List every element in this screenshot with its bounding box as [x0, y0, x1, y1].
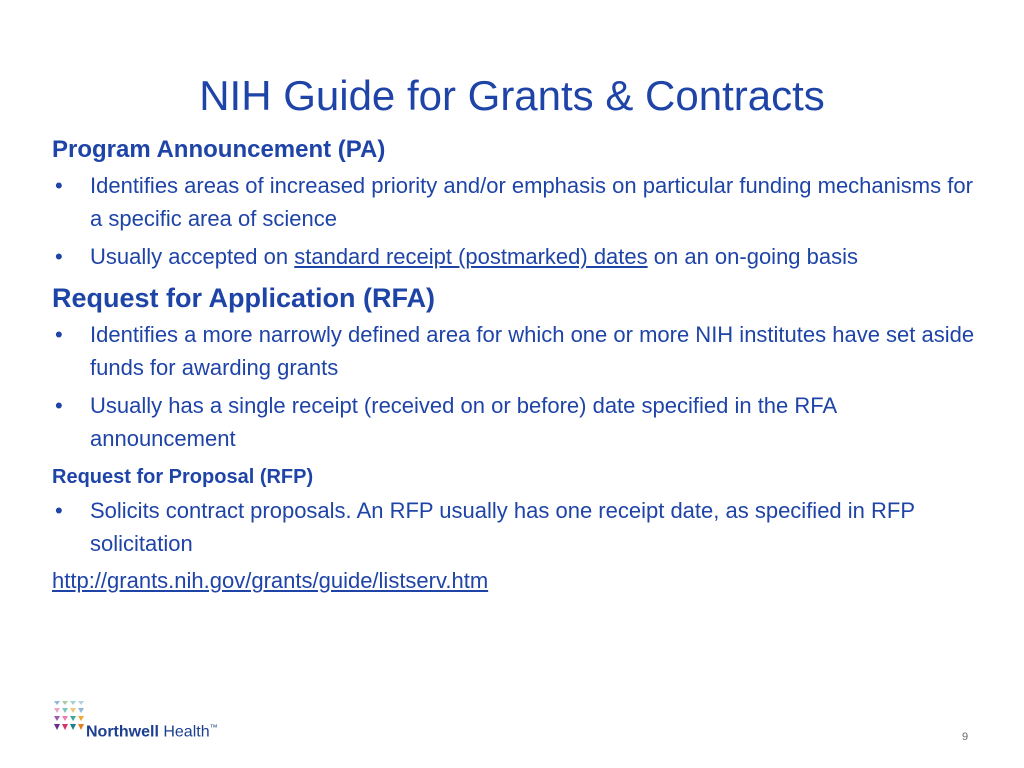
- logo-trademark: ™: [209, 723, 218, 732]
- listserv-link[interactable]: http://grants.nih.gov/grants/guide/listserv.htm: [52, 568, 489, 593]
- bullet-icon: •: [55, 244, 63, 269]
- rfp-bullet-1: [52, 494, 982, 560]
- rfa-heading: Request for Application (RFA): [52, 283, 435, 313]
- slide-title: NIH Guide for Grants & Contracts: [199, 72, 825, 119]
- pa-bullet-2-text-after: on an on-going basis: [647, 244, 859, 269]
- bullet-icon: •: [55, 498, 63, 523]
- pa-bullet-1-text: Identifies areas of increased priority and/or emphasis on particular funding mechanisms for a specific area of science: [90, 173, 973, 231]
- logo-brand-bold: Northwell: [86, 723, 159, 741]
- rfa-bullet-1: [52, 318, 982, 384]
- page-number: 9: [962, 731, 969, 743]
- rfp-bullet-1-text: Solicits contract proposals. An RFP usually has one receipt date, as specified in RFP solicitation: [90, 498, 915, 556]
- slide-content: [52, 131, 982, 598]
- rfp-heading: Request for Proposal (RFP): [52, 466, 314, 488]
- bullet-icon: •: [55, 393, 63, 418]
- pa-bullet-list: [52, 169, 982, 273]
- pa-bullet-1: [52, 169, 982, 235]
- northwell-health-logo: [52, 699, 252, 743]
- logo-brand-light: Health: [158, 723, 210, 741]
- bullet-icon: •: [55, 173, 63, 198]
- rfa-bullet-2-text: Usually has a single receipt (received on or before) date specified in the RFA announcement: [90, 393, 836, 451]
- rfa-bullet-list: [52, 318, 982, 455]
- pa-heading: Program Announcement (PA): [52, 136, 386, 163]
- pa-bullet-2-text-before: Usually accepted on: [90, 244, 295, 269]
- rfp-bullet-list: [52, 494, 982, 560]
- pa-bullet-2-underlined-text: standard receipt (postmarked) dates: [294, 244, 648, 269]
- logo-wordmark: [86, 723, 218, 741]
- pa-bullet-2: [52, 240, 982, 273]
- bullet-icon: •: [55, 322, 63, 347]
- rfa-bullet-1-text: Identifies a more narrowly defined area for which one or more NIH institutes have set aside funds for awarding grants: [90, 322, 975, 380]
- rfa-bullet-2: [52, 389, 982, 455]
